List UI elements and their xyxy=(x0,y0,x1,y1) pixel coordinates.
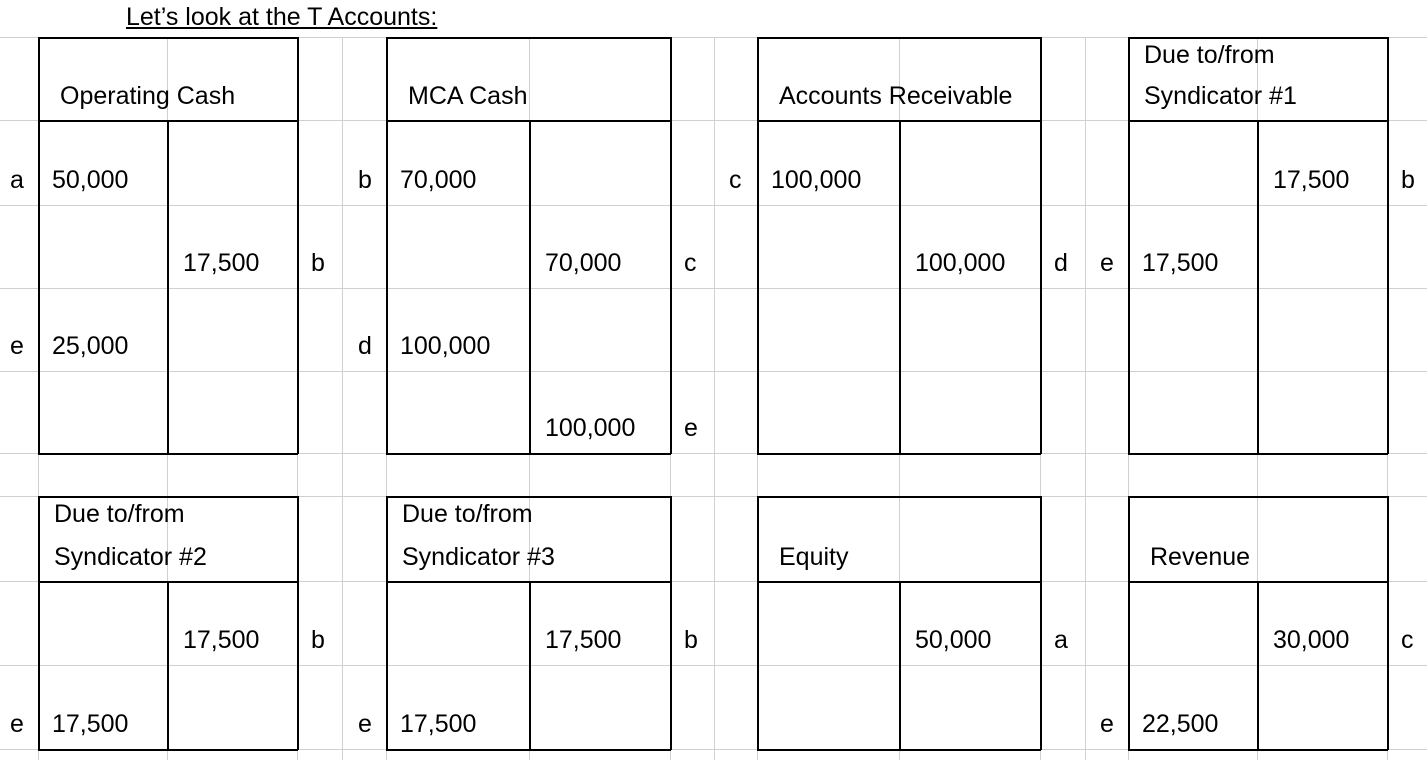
account-name: Revenue xyxy=(1150,543,1251,571)
account-name: Syndicator #1 xyxy=(1144,82,1297,110)
debit-amount: 100,000 xyxy=(771,166,862,194)
t-account-top-border xyxy=(757,496,1041,498)
debit-amount: 25,000 xyxy=(52,332,129,360)
t-account-bottom-border xyxy=(757,749,1041,751)
credit-amount: 17,500 xyxy=(183,249,260,277)
credit-amount: 70,000 xyxy=(545,249,622,277)
t-account-split-line xyxy=(167,581,169,749)
t-account-left-border xyxy=(38,496,40,750)
t-account-left-border xyxy=(386,37,388,454)
account-name: MCA Cash xyxy=(408,82,528,110)
debit-amount: 100,000 xyxy=(400,332,491,360)
entry-ref: c xyxy=(729,166,742,194)
account-name: Syndicator #2 xyxy=(54,543,207,571)
entry-ref: b xyxy=(311,626,325,654)
t-account-top-border xyxy=(38,37,298,39)
credit-amount: 17,500 xyxy=(183,626,260,654)
t-account-right-border xyxy=(670,37,672,454)
account-name-line1: Due to/from xyxy=(54,500,185,528)
entry-ref: e xyxy=(10,710,24,738)
entry-ref: e xyxy=(1100,710,1114,738)
t-account-split-line xyxy=(899,581,901,749)
t-account-top-border xyxy=(1128,37,1388,39)
debit-amount: 22,500 xyxy=(1142,710,1219,738)
t-account-split-line xyxy=(529,120,531,453)
gridline-horizontal xyxy=(0,371,1427,372)
t-account-right-border xyxy=(1040,496,1042,750)
gridline-horizontal xyxy=(0,288,1427,289)
entry-ref: e xyxy=(10,332,24,360)
t-account-right-border xyxy=(1040,37,1042,454)
entry-ref: e xyxy=(684,414,698,442)
entry-ref: b xyxy=(1401,166,1415,194)
t-account-top-border xyxy=(38,496,298,498)
t-account-left-border xyxy=(386,496,388,750)
entry-ref: e xyxy=(1100,249,1114,277)
credit-amount: 100,000 xyxy=(915,249,1006,277)
t-account-right-border xyxy=(297,37,299,454)
t-account-split-line xyxy=(1257,120,1259,453)
debit-amount: 17,500 xyxy=(1142,249,1219,277)
entry-ref: e xyxy=(358,710,372,738)
entry-ref: b xyxy=(358,166,372,194)
account-name: Accounts Receivable xyxy=(779,82,1013,110)
t-account-top-border xyxy=(1128,496,1388,498)
t-account-left-border xyxy=(757,37,759,454)
debit-amount: 17,500 xyxy=(400,710,477,738)
gridline-horizontal xyxy=(0,665,1427,666)
gridline-vertical xyxy=(1085,37,1086,760)
entry-ref: d xyxy=(358,332,372,360)
t-account-split-line xyxy=(529,581,531,749)
t-account-right-border xyxy=(297,496,299,750)
page-title: Let’s look at the T Accounts: xyxy=(126,3,438,31)
account-name: Equity xyxy=(779,543,849,571)
account-name-line1: Due to/from xyxy=(1144,41,1275,69)
account-name: Operating Cash xyxy=(60,82,236,110)
credit-amount: 17,500 xyxy=(545,626,622,654)
t-account-left-border xyxy=(1128,37,1130,454)
debit-amount: 50,000 xyxy=(52,166,129,194)
gridline-vertical xyxy=(714,37,715,760)
account-name: Syndicator #3 xyxy=(402,543,555,571)
t-account-bottom-border xyxy=(757,453,1041,455)
t-account-top-border xyxy=(386,37,671,39)
gridline-horizontal xyxy=(0,205,1427,206)
credit-amount: 50,000 xyxy=(915,626,992,654)
debit-amount: 70,000 xyxy=(400,166,477,194)
t-account-left-border xyxy=(757,496,759,750)
entry-ref: b xyxy=(311,249,325,277)
t-account-split-line xyxy=(167,120,169,453)
t-account-top-border xyxy=(757,37,1041,39)
t-account-bottom-border xyxy=(38,453,298,455)
t-account-right-border xyxy=(1387,496,1389,750)
t-account-bottom-border xyxy=(1128,749,1388,751)
entry-ref: d xyxy=(1054,249,1068,277)
t-account-split-line xyxy=(1257,581,1259,749)
t-account-left-border xyxy=(38,37,40,454)
credit-amount: 17,500 xyxy=(1273,166,1350,194)
t-account-bottom-border xyxy=(1128,453,1388,455)
entry-ref: c xyxy=(1401,626,1414,654)
entry-ref: a xyxy=(10,166,24,194)
t-account-left-border xyxy=(1128,496,1130,750)
entry-ref: a xyxy=(1054,626,1068,654)
credit-amount: 30,000 xyxy=(1273,626,1350,654)
t-account-bottom-border xyxy=(386,453,671,455)
t-account-bottom-border xyxy=(38,749,298,751)
gridline-vertical xyxy=(342,37,343,760)
account-name-line1: Due to/from xyxy=(402,500,533,528)
t-account-top-border xyxy=(386,496,671,498)
t-account-split-line xyxy=(899,120,901,453)
credit-amount: 100,000 xyxy=(545,414,636,442)
debit-amount: 17,500 xyxy=(52,710,129,738)
entry-ref: b xyxy=(684,626,698,654)
entry-ref: c xyxy=(684,249,697,277)
t-account-right-border xyxy=(670,496,672,750)
t-account-bottom-border xyxy=(386,749,671,751)
t-account-right-border xyxy=(1387,37,1389,454)
